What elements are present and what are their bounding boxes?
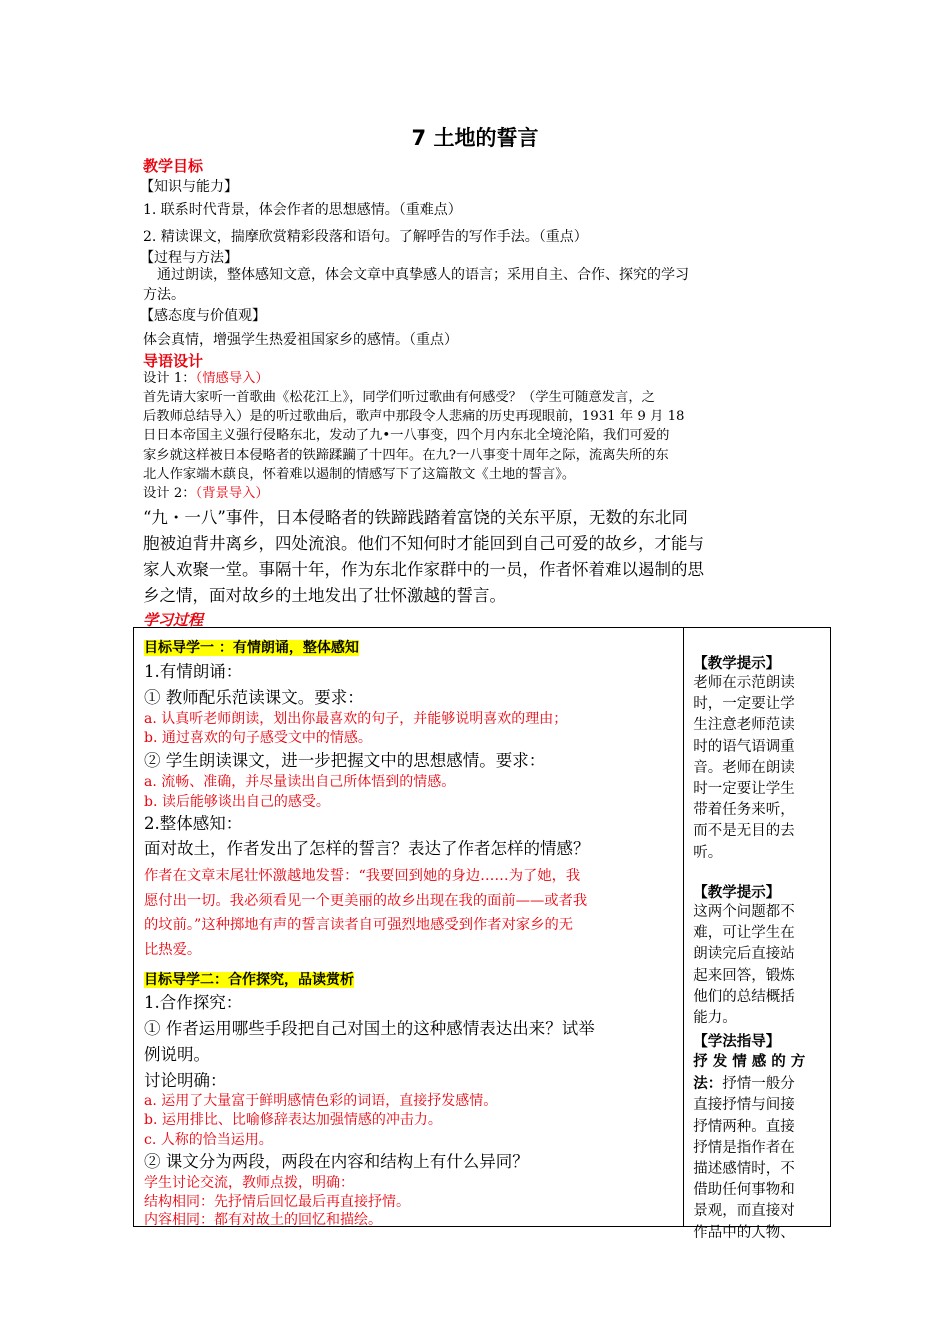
tip2-line: 起来回答，锻炼 [693, 967, 795, 984]
objective-item: 1. 联系时代背景，体会作者的思想感情。（重难点） [143, 202, 462, 218]
goal2-discuss: 讨论明确： [144, 1071, 227, 1090]
tip1-line: 带着任务来听， [693, 802, 795, 819]
tip1-line: 音。老师在朗读 [693, 759, 795, 776]
goal1-answer-line: 的坟前。”这种掷地有声的誓言读者自可强烈地感受到作者对家乡的无 [144, 917, 574, 933]
goal2-question: 例说明。 [144, 1045, 210, 1064]
goal2-question: ① 作者运用哪些手段把自己对国土的这种感情表达出来？试举 [144, 1019, 595, 1038]
tip1-text [693, 673, 821, 864]
design1-line: 后教师总结导入）是的听过歌曲后，歌声中那段令人悲痛的历史再现眼前，1931 年 9 月 18 [143, 409, 685, 425]
tip1-line: 听。 [693, 844, 723, 861]
goal1-answer-line: 愿付出一切。我必须看见一个更美丽的故乡出现在我的面前——或者我 [144, 892, 588, 909]
tip1-line: 时一定要让学生 [693, 781, 795, 798]
tip2-line: 他们的总结概括 [693, 988, 795, 1005]
goal1-answer-line: 比热爱。 [144, 941, 202, 958]
design1-line: 家乡就这样被日本侵略者的铁蹄蹂躏了十四年。在九?一八事变十周年之际，流离失所的东 [143, 447, 669, 463]
tip3-line: 抒情是指作者在 [693, 1139, 795, 1156]
emotion-heading: 【感态度与价值观】 [140, 308, 266, 324]
intro-heading: 导语设计 [143, 352, 204, 370]
design1-tag: （情感导入） [195, 371, 269, 386]
tip3-line: 描述感情时，不 [693, 1161, 795, 1178]
knowledge-heading: 【知识与能力】 [140, 179, 238, 195]
goal1-step: 1.有情朗诵： [144, 662, 243, 681]
page-title: 7 土地的誓言 [411, 126, 539, 150]
tip3-line: 作品中的人物、 [693, 1224, 795, 1241]
goal1-answer-line: 作者在文章末尾壮怀激越地发誓：“我要回到她的身边……为了她，我 [144, 868, 581, 884]
design2-label: 设计 2：（背景导入） [143, 486, 269, 501]
goal2-answer: 结构相同：先抒情后回忆最后再直接抒情。 [144, 1194, 410, 1210]
design1-line: 首先请大家听一首歌曲《松花江上》，同学们听过歌曲有何感受？（学生可随意发言，之 [143, 390, 655, 405]
tip1-line: 老师在示范朗读 [693, 675, 795, 691]
goal2-answer: a. 运用了大量富于鲜明感情色彩的词语，直接抒发感情。 [144, 1093, 498, 1109]
tip1-title: 【教学提示】 [693, 655, 781, 672]
goal2-answer: b. 运用排比、比喻修辞表达加强情感的冲击力。 [144, 1112, 442, 1128]
goal1-req: b. 读后能够谈出自己的感受。 [144, 794, 330, 810]
goal1-req: b. 通过喜欢的句子感受文中的情感。 [144, 730, 372, 746]
lesson-content [134, 628, 684, 1227]
process-heading: 学习过程 [143, 611, 204, 629]
goal1-question: 面对故土，作者发出了怎样的誓言？表达了作者怎样的情感？ [144, 839, 590, 858]
tip1-line: 生注意老师范读 [693, 717, 795, 734]
tip2-line: 难，可让学生在 [693, 925, 795, 942]
tip1-line: 时，一定要让学 [693, 696, 795, 713]
tip3-line: 景观，而直接对 [693, 1203, 795, 1220]
tip1-line: 时的语气语调重 [693, 738, 795, 755]
goal1-req: a. 认真听老师朗读，划出你最喜欢的句子，并能够说明喜欢的理由； [144, 711, 568, 727]
design1-line: 北人作家端木蕻良，怀着难以遏制的情感写下了这篇散文《土地的誓言》。 [143, 466, 576, 482]
design2-line: 胞被迫背井离乡，四处流浪。他们不知何时才能回到自己可爱的故乡，才能与 [143, 534, 704, 553]
tip1-line: 而不是无目的去 [693, 823, 795, 840]
design2-line: 家人欢聚一堂。事隔十年，作为东北作家群中的一员，作者怀着难以遏制的思 [143, 560, 704, 579]
goal1-title: 目标导学一 ：有情朗诵，整体感知 [144, 640, 359, 656]
goal2-title: 目标导学二：合作探究，品读赏析 [144, 972, 354, 988]
design2-tag: （背景导入） [195, 486, 269, 501]
teaching-tips [684, 628, 831, 1241]
objective-item: 2. 精读课文，揣摩欣赏精彩段落和语句。了解呼告的写作手法。（重点） [143, 229, 588, 245]
goal2-question: ② 课文分为两段，两段在内容和结构上有什么异同？ [144, 1152, 529, 1171]
tip2-line: 朗读完后直接站 [693, 946, 795, 963]
goal1-question: ② 学生朗读课文，进一步把握文中的思想感情。要求： [144, 751, 546, 770]
design2-text [143, 505, 823, 609]
goal2-answer: 内容相同：都有对故土的回忆和描绘。 [144, 1212, 382, 1228]
design1-line: 日日本帝国主义强行侵略东北，发动了九•一八事变，四个月内东北全境沦陷，我们可爱的 [143, 428, 670, 444]
tip3-text: 抒发情感的方 法：抒情一般分 直接抒情与间接 抒情两种。直接 抒情是指作者在 描述感情时，不 借助任何事物和 景观，而直接对 作品中的人物、 [693, 1051, 821, 1244]
tip2-line: 这两个问题都不 [693, 904, 795, 920]
goal2-answer: c. 人称的恰当运用。 [144, 1132, 273, 1148]
tip2-title: 【教学提示】 [693, 884, 781, 901]
lesson-table [133, 627, 831, 1241]
design1-text [143, 388, 813, 484]
tip3-line: 直接抒情与间接 [693, 1097, 795, 1114]
emotion-text: 体会真情，增强学生热爱祖国家乡的感情。（重点） [143, 332, 458, 348]
objectives-heading: 教学目标 [143, 157, 204, 175]
tip3-line: 借助任何事物和 [693, 1182, 795, 1199]
tip2-line: 能力。 [693, 1010, 737, 1027]
goal1-answer [144, 864, 679, 962]
goal1-step: 2.整体感知： [144, 814, 243, 833]
goal1-question: ① 教师配乐范读课文。要求： [144, 688, 364, 707]
design2-line: “九・一八”事件，日本侵略者的铁蹄践踏着富饶的关东平原，无数的东北同 [143, 508, 688, 527]
tip3-line: 抒情两种。直接 [693, 1118, 795, 1135]
goal2-step: 1.合作探究： [144, 993, 243, 1012]
goal2-answer: 学生讨论交流，教师点拨，明确： [144, 1175, 354, 1191]
design1-label: 设计 1：（情感导入） [143, 371, 269, 386]
goal1-req: a. 流畅、准确，并尽量读出自己所体悟到的情感。 [144, 774, 456, 790]
process-text: 通过朗读，整体感知文意，体会文章中真挚感人的语言；采用自主、合作、探究的学习 [157, 267, 689, 283]
tip2-text [693, 902, 821, 1029]
design2-line: 乡之情，面对故乡的土地发出了壮怀激越的誓言。 [143, 586, 506, 605]
tip3-title: 【学法指导】 [693, 1033, 781, 1050]
process-text: 方法。 [143, 287, 185, 303]
process-method-heading: 【过程与方法】 [140, 250, 238, 266]
